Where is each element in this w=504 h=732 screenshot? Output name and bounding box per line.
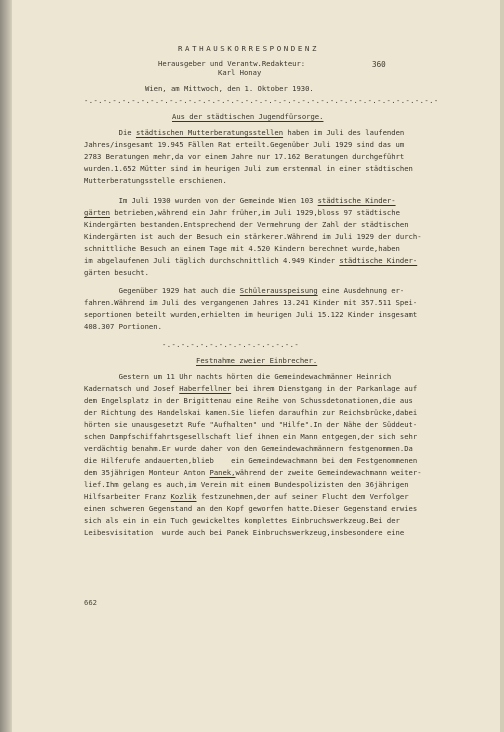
underlined-term: städtischen Mutterberatungsstellen <box>135 128 284 137</box>
underlined-term: Kozlik <box>170 492 197 501</box>
text-line: Kindergärten ist auch der Besuch ein stärkerer.Während im Juli 1929 der durch- <box>84 232 422 241</box>
text-line: sich als ein in ein Tuch gewickeltes komplettes Einbruchswerkzeug.Bei der <box>84 516 400 525</box>
text-line: 408.307 Portionen. <box>84 322 162 331</box>
underlined-term: städtische Kinder- <box>339 256 418 265</box>
text-line: Leibesvisitation wurde auch bei Panek Einbruchswerkzeug,insbesondere eine <box>84 528 405 537</box>
editor-line: Herausgeber und Verantw.Redakteur: <box>158 59 306 68</box>
text-line: 2783 Beratungen mehr,da vor einem Jahre nur 17.162 Beratungen durchgeführt <box>84 152 405 161</box>
text-line: dem 35jährigen Monteur Anton Panek,während der zweite Gemeindewachmann weiter- <box>84 468 422 477</box>
text-line: Mutterberatungsstelle erschienen. <box>84 176 227 185</box>
footer-number: 662 <box>84 598 97 607</box>
text-line: hörten sie unausgesetzt Rufe "Aufhalten" und "Hilfe".In der Nähe der Süddeut- <box>84 420 418 429</box>
text-line: Jahres/insgesamt 19.945 Fällen Rat erteilt.Gegenüber Juli 1929 sind das um <box>84 140 405 149</box>
text-line: Gegenüber 1929 hat auch die Schülerausspeisung eine Ausdehnung er- <box>84 286 405 295</box>
underlined-term: gärten <box>84 208 110 217</box>
text-line: Kindergärten bestanden.Entsprechend der Vermehrung der Zahl der städtischen <box>84 220 409 229</box>
text-line: die Hilferufe andauerten,blieb ein Gemeindewachmann bei dem Festgenommenen <box>84 456 418 465</box>
separator-middle: -.-.-.-.-.-.-.-.-.-.-.-.-.-.- <box>162 340 300 349</box>
text-line: Kadernatsch und Josef Haberfellner bei ihrem Dienstgang in der Parkanlage auf <box>84 384 418 393</box>
text-line: verdächtig benahm.Er wurde daher von den Gemeindewachmännern festgenommen.Da <box>84 444 413 453</box>
text-line: Im Juli 1930 wurden von der Gemeinde Wien 103 städtische Kinder- <box>84 196 396 205</box>
text-line: Die städtischen Mutterberatungsstellen haben im Juli des laufenden <box>84 128 405 137</box>
date-line: Wien, am Mittwoch, den 1. Oktober 1930. <box>145 84 314 93</box>
text-line: dem Engelsplatz in der Brigittenau eine Reihe von Schussdetonationen,die aus <box>84 396 413 405</box>
page-number: 360 <box>372 60 386 69</box>
text-line: fahren.Während im Juli des vergangenen Jahres 13.241 Kinder mit 357.511 Spei- <box>84 298 418 307</box>
text-line: der Richtung des Handelskai kamen.Sie liefen daraufhin zur Reichsbrücke,dabei <box>84 408 418 417</box>
binding-edge <box>0 0 12 732</box>
text-line: Hilfsarbeiter Franz Kozlik festzunehmen,der auf seiner Flucht dem Verfolger <box>84 492 409 501</box>
text-line: gärten betrieben,während ein Jahr früher,im Juli 1929,bloss 97 städtische <box>84 208 400 217</box>
underlined-term: Haberfellner <box>179 384 232 393</box>
text-line: lief.Ihm gelang es auch,im Verein mit einem Bundespolizisten den 36jährigen <box>84 480 409 489</box>
underlined-term: Schülerausspeisung <box>239 286 318 295</box>
page-edge <box>500 0 504 732</box>
text-line: schen Dampfschiffahrtsgesellschaft lief ihnen ein Mann entgegen,der sich sehr <box>84 432 418 441</box>
masthead-title: RATHAUSKORRESPONDENZ <box>178 44 319 53</box>
underlined-term: Panek, <box>209 468 236 477</box>
text-line: wurden.1.652 Mütter sind im heurigen Juli zum erstenmal in einer städtischen <box>84 164 413 173</box>
section-title-jugendfuersorge: Aus der städtischen Jugendfürsorge. <box>172 112 324 121</box>
text-line: seportionen beteilt wurden,erhielten im heurigen Juli 15.122 Kinder insgesamt <box>84 310 418 319</box>
text-line: schnittliche Besuch an einem Tage mit 4.520 Kindern berechnet wurde,haben <box>84 244 400 253</box>
editor-name: Karl Honay <box>218 68 262 77</box>
underlined-term: städtische Kinder- <box>317 196 396 205</box>
text-line: Gestern um 11 Uhr nachts hörten die Gemeindewachmänner Heinrich <box>84 372 392 381</box>
text-line: im abgelaufenen Juli täglich durchschnittlich 4.949 Kinder städtische Kinder- <box>84 256 418 265</box>
text-line: gärten besucht. <box>84 268 149 277</box>
separator-top: -.-.-.-.-.-.-.-.-.-.-.-.-.-.-.-.-.-.-.-.-.-.-.-.-.-.-.-.-.-.-.-.-.-.-.-.-.- <box>84 96 439 105</box>
section-title-festnahme: Festnahme zweier Einbrecher. <box>196 356 318 365</box>
text-line: einen schweren Gegenstand an den Kopf geworfen hatte.Dieser Gegenstand erwies <box>84 504 418 513</box>
